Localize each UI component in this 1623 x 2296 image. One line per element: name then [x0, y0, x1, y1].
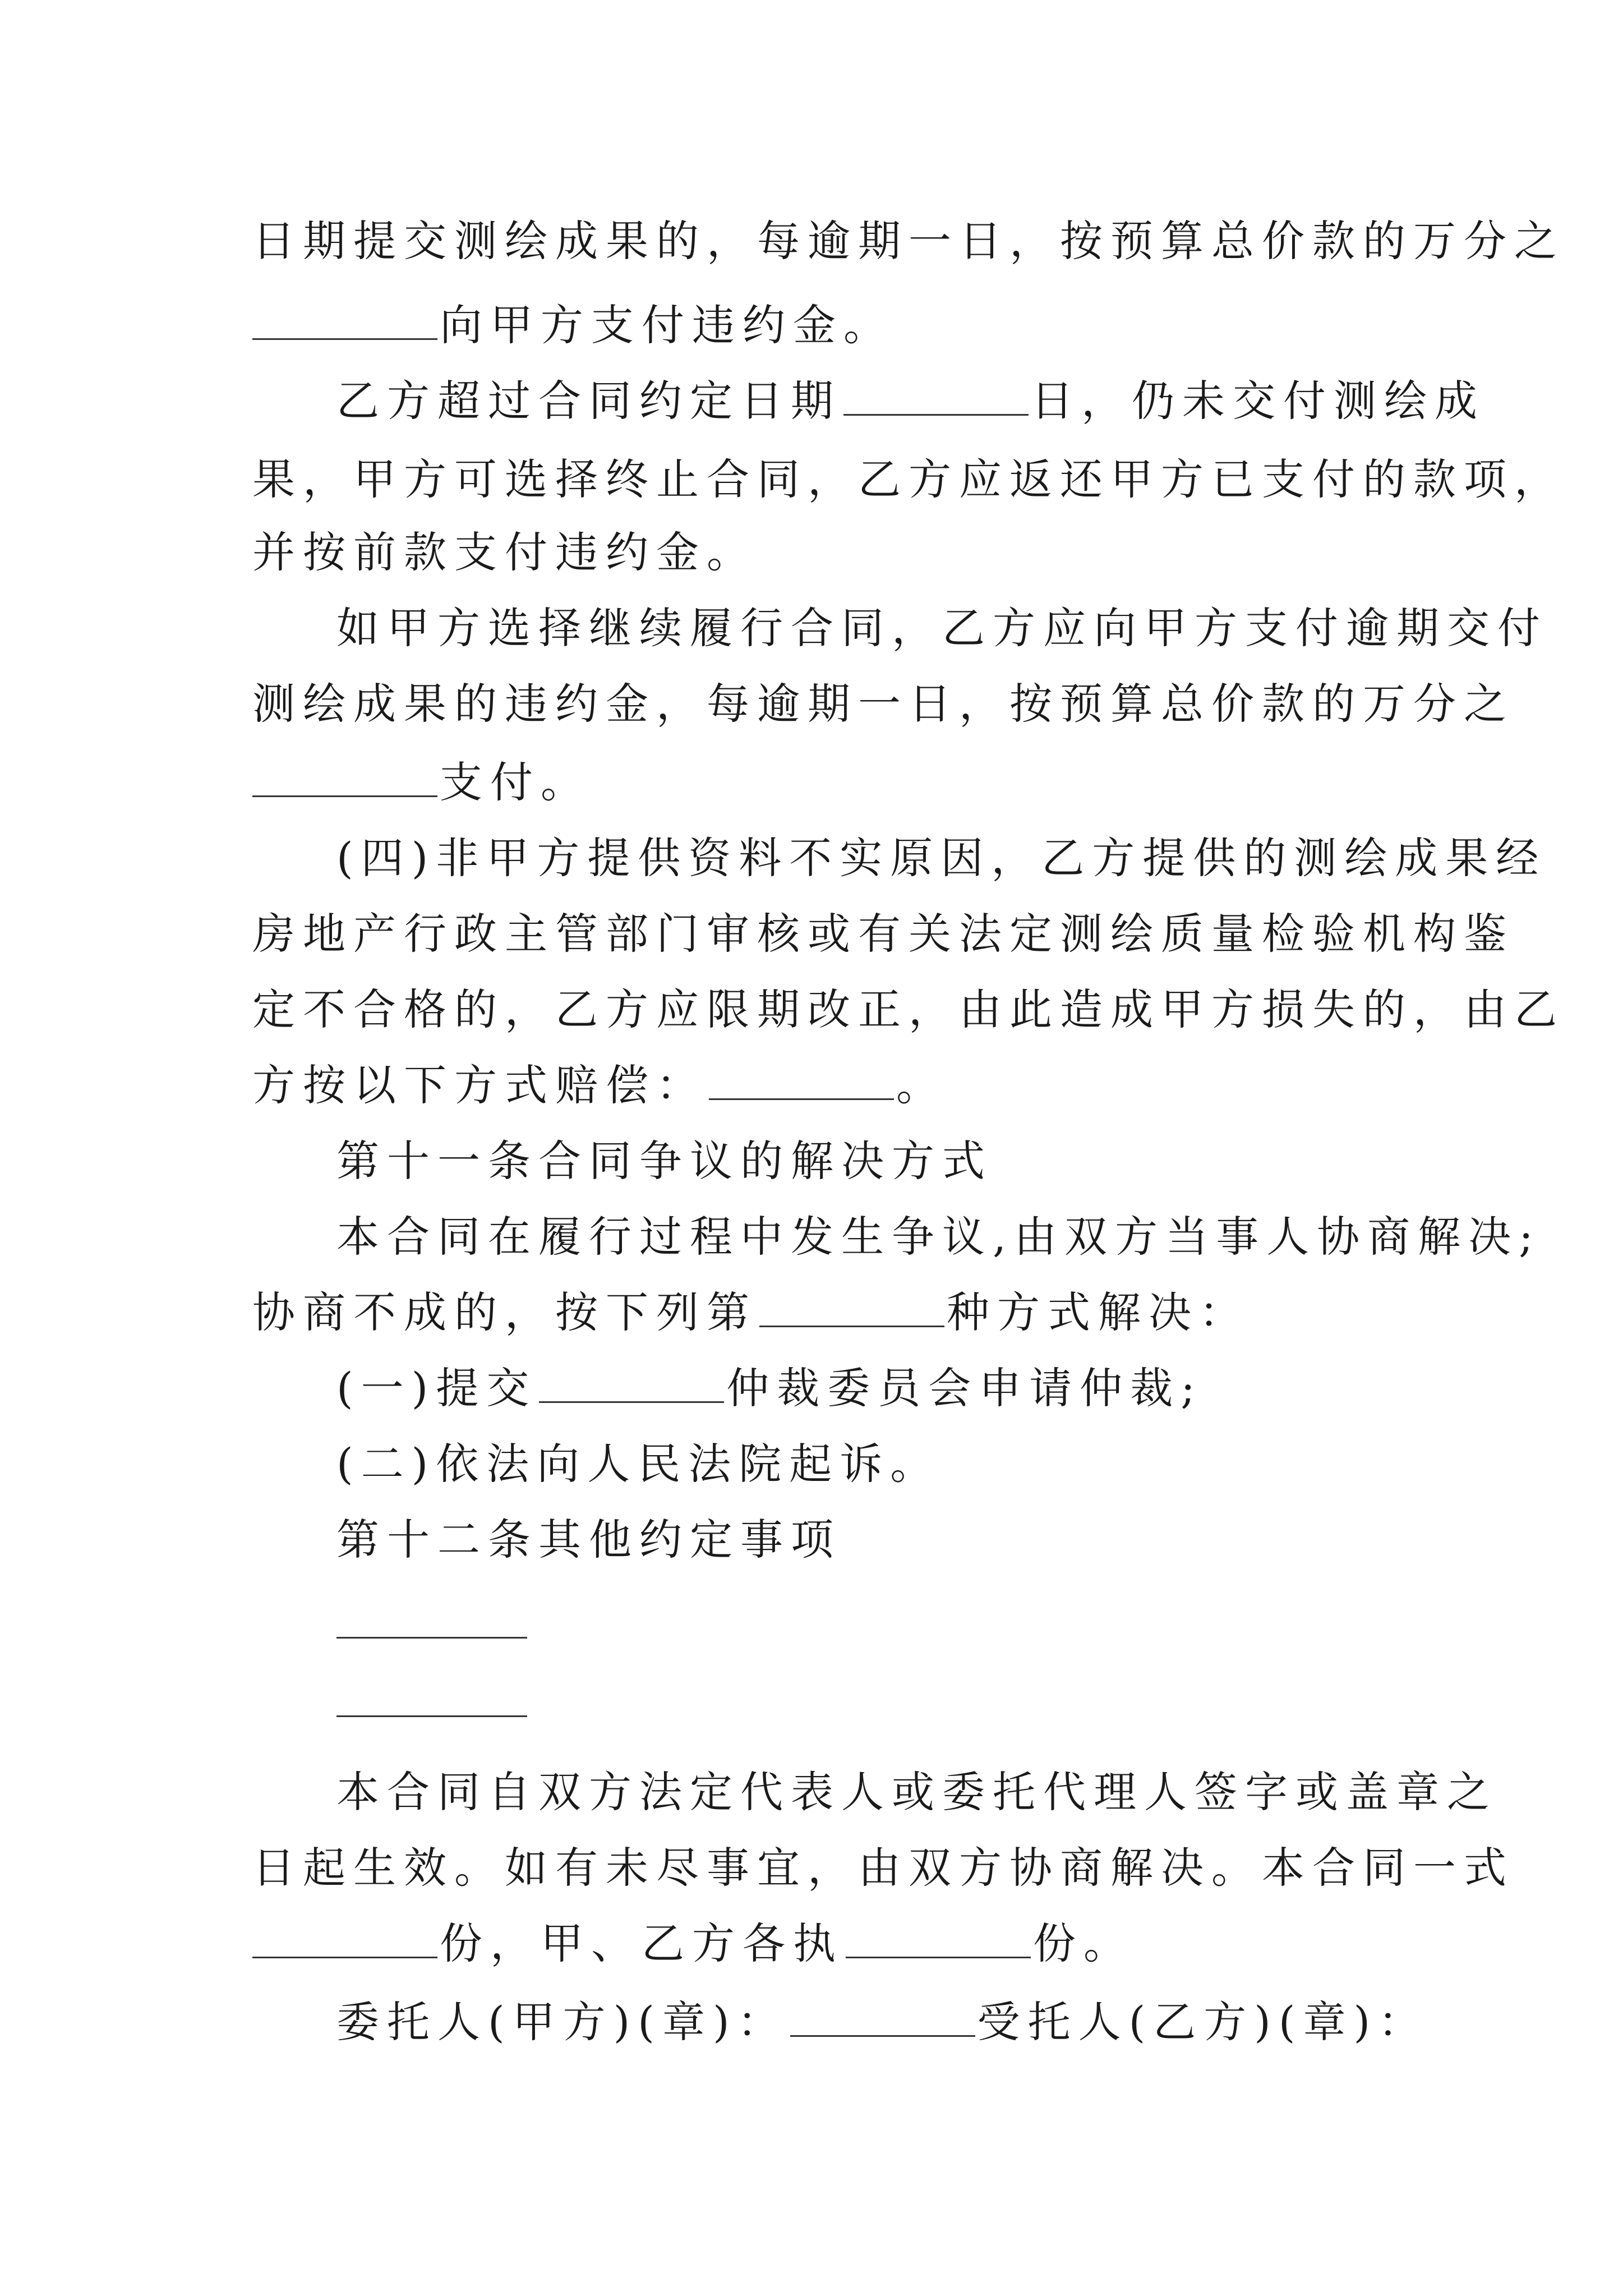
text-line: [336, 373, 1485, 429]
text-line: [252, 754, 591, 811]
line-text: 支付。: [440, 757, 591, 807]
line-text: 方按以下方式赔偿：: [252, 1060, 707, 1110]
line-text: 协商不成的，按下列第: [252, 1287, 757, 1337]
fill-blank[interactable]: [336, 1715, 527, 1717]
text-line: [336, 830, 1546, 886]
text-line: [336, 1360, 1203, 1416]
fill-blank[interactable]: [252, 1923, 437, 1958]
text-line: [252, 1057, 947, 1114]
section-heading: [336, 1512, 841, 1568]
fill-blank[interactable]: [790, 2001, 975, 2037]
line-text: 本合同在履行过程中发生争议,由双方当事人协商解决;: [336, 1212, 1541, 1262]
text-line: [336, 1209, 1541, 1265]
line-text: 果，甲方可选择终止合同，乙方应返还甲方已支付的款项，: [252, 454, 1565, 504]
text-line: [252, 213, 1565, 269]
line-text: 份。: [1033, 1918, 1134, 1968]
line-text: 定不合格的，乙方应限期改正，由此造成甲方损失的，由乙: [252, 984, 1565, 1034]
text-line: [336, 1764, 1497, 1820]
line-text: 测绘成果的违约金，每逾期一日，按预算总价款的万分之: [252, 679, 1514, 729]
line-text: 乙方超过合同约定日期: [336, 376, 841, 426]
line-text: 如甲方选择继续履行合同，乙方应向甲方支付逾期交付: [336, 603, 1548, 653]
line-text: 日，仍未交付测绘成: [1031, 376, 1485, 426]
signature-line: [336, 1994, 1428, 2050]
line-text: 仲裁委员会申请仲裁;: [726, 1363, 1203, 1413]
fill-blank[interactable]: [759, 1292, 944, 1327]
text-line: [336, 1436, 940, 1492]
text-line: [252, 906, 1514, 962]
fill-blank[interactable]: [843, 380, 1029, 416]
fill-blank[interactable]: [252, 305, 437, 340]
line-text: (四)非甲方提供资料不实原因，乙方提供的测绘成果经: [336, 833, 1547, 883]
line-text: 委托人(甲方)(章)：: [336, 1997, 788, 2047]
fill-blank[interactable]: [336, 1637, 527, 1639]
section-heading: [336, 1133, 993, 1189]
text-line: [252, 452, 1565, 508]
text-line: [252, 524, 757, 581]
line-text: (一)提交: [336, 1363, 537, 1413]
line-text: 受托人(乙方)(章)：: [977, 1997, 1429, 2047]
fill-blank[interactable]: [709, 1065, 894, 1100]
fill-blank[interactable]: [252, 762, 437, 797]
text-line: [252, 1285, 1249, 1341]
text-line: [252, 297, 894, 353]
fill-blank[interactable]: [846, 1923, 1031, 1958]
heading-text: 第十一条合同争议的解决方式: [336, 1136, 993, 1186]
line-text: 并按前款支付违约金。: [252, 527, 757, 577]
line-text: 房地产行政主管部门审核或有关法定测绘质量检验机构鉴: [252, 909, 1514, 959]
fill-blank[interactable]: [539, 1368, 724, 1403]
heading-text: 第十二条其他约定事项: [336, 1515, 841, 1565]
text-line: [252, 1916, 1134, 1972]
text-line: [336, 600, 1548, 656]
line-text: 日起生效。如有未尽事宜，由双方协商解决。本合同一式: [252, 1843, 1514, 1893]
line-text: 。: [896, 1060, 947, 1110]
line-text: 本合同自双方法定代表人或委托代理人签字或盖章之: [336, 1767, 1497, 1817]
line-text: 向甲方支付违约金。: [440, 300, 894, 350]
line-text: (二)依法向人民法院起诉。: [336, 1439, 941, 1489]
text-line: [252, 982, 1565, 1038]
line-text: 份，甲、乙方各执: [440, 1918, 843, 1968]
text-line: [252, 1840, 1514, 1896]
text-line: [252, 676, 1514, 732]
line-text: 种方式解决：: [947, 1287, 1249, 1337]
line-text: 日期提交测绘成果的，每逾期一日，按预算总价款的万分之: [252, 216, 1565, 266]
